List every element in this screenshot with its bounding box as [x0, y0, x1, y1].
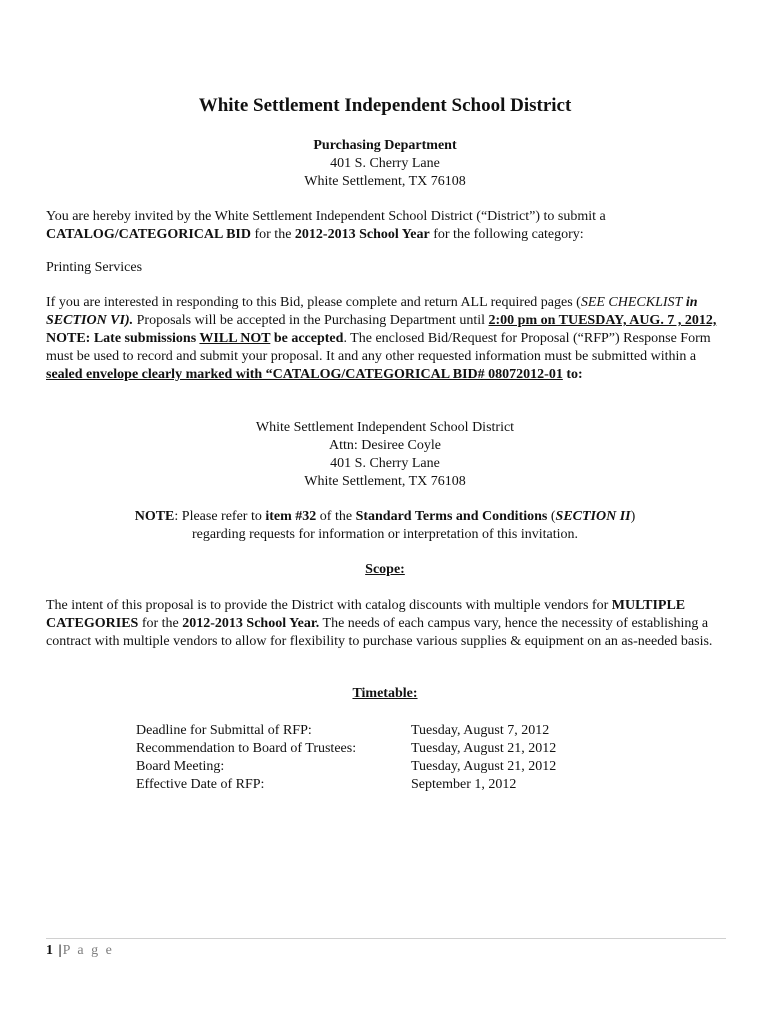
recipient-line-4: White Settlement, TX 76108	[304, 474, 466, 489]
intro-text-5: for the following category:	[429, 227, 584, 242]
department-address-block	[0, 137, 770, 191]
department-name: Purchasing Department	[313, 138, 457, 153]
page-separator: |	[58, 943, 63, 958]
document-title: White Settlement Independent School District	[198, 95, 572, 116]
intro-text-1: You are hereby invited by the White Settlement Independent School District (“District”) to submit a	[46, 209, 606, 224]
page-footer	[46, 943, 114, 959]
recipient-line-2: Attn: Desiree Coyle	[329, 438, 441, 453]
instr-deadline: 2:00 pm on TUESDAY, AUG. 7 , 2012,	[488, 313, 717, 328]
scope-text-5: The needs of each campus vary, hence the necessity of establishing a contract with multiple vendors to allow for flexibility to purchase various supplies & equipment on an as-needed basis.	[46, 616, 713, 649]
instructions-paragraph	[46, 294, 726, 384]
instr-sealed-envelope: sealed envelope clearly marked with “CATALOG/CATEGORICAL BID# 08072012-01	[46, 367, 563, 382]
note-line-2: regarding requests for information or interpretation of this invitation.	[191, 527, 579, 542]
instr-text-1: If you are interested in responding to this Bid, please complete and return ALL required pages (	[46, 295, 581, 310]
scope-text-1: The intent of this proposal is to provide the District with catalog discounts with multiple vendors for	[46, 598, 612, 613]
intro-bid-type: CATALOG/CATEGORICAL BID	[46, 227, 251, 242]
note-text-8: )	[630, 509, 636, 524]
intro-paragraph	[46, 208, 726, 244]
instr-late-note: NOTE: Late submissions	[46, 331, 200, 346]
scope-text-3: for the	[138, 616, 183, 631]
timetable-label: Board Meeting:	[136, 759, 225, 774]
intro-text-3: for the	[250, 227, 295, 242]
page-number: 1	[46, 943, 54, 958]
scope-school-year: 2012-2013 School Year.	[182, 616, 320, 631]
note-text-6: (	[547, 509, 556, 524]
instr-to: to:	[562, 367, 583, 382]
address-line-1: 401 S. Cherry Lane	[330, 156, 440, 171]
note-item-number: item #32	[265, 509, 317, 524]
instr-section-vi: in SECTION VI).	[46, 295, 698, 328]
timetable-value: Tuesday, August 21, 2012	[411, 741, 557, 756]
timetable-label: Effective Date of RFP:	[136, 777, 265, 792]
instr-text-4: Proposals will be accepted in the Purchasing Department until	[133, 313, 489, 328]
instr-will-not: WILL NOT	[199, 331, 271, 346]
note-text-2: : Please refer to	[174, 509, 266, 524]
instr-be-accepted: be accepted	[270, 331, 344, 346]
timetable-value: Tuesday, August 21, 2012	[411, 759, 557, 774]
instr-text-9: . The enclosed Bid/Request for Proposal (“RFP”) Response Form must be used to record and submit your proposal. It and any other requested information must be submitted within a	[46, 331, 711, 364]
scope-categories: MULTIPLE CATEGORIES	[46, 598, 686, 631]
note-line-1	[0, 508, 770, 526]
intro-school-year: 2012-2013 School Year	[294, 227, 430, 242]
note-terms: Standard Terms and Conditions	[355, 509, 548, 524]
page-word: P a g e	[62, 943, 114, 958]
category-line: Printing Services	[46, 260, 143, 275]
scope-heading: Scope:	[365, 562, 405, 577]
timetable-value: September 1, 2012	[411, 777, 517, 792]
instr-see-checklist: SEE CHECKLIST	[580, 295, 683, 310]
address-line-2: White Settlement, TX 76108	[304, 174, 466, 189]
scope-paragraph	[46, 597, 726, 651]
recipient-line-3: 401 S. Cherry Lane	[330, 456, 440, 471]
note-text-4: of the	[316, 509, 356, 524]
timetable-label: Recommendation to Board of Trustees:	[136, 741, 357, 756]
timetable-value: Tuesday, August 7, 2012	[411, 723, 550, 738]
footer-divider	[46, 938, 726, 939]
note-label: NOTE	[134, 509, 175, 524]
recipient-address-block	[0, 419, 770, 491]
timetable-heading: Timetable:	[352, 686, 418, 701]
recipient-line-1: White Settlement Independent School District	[255, 420, 515, 435]
note-block	[0, 508, 770, 544]
timetable-label: Deadline for Submittal of RFP:	[136, 723, 312, 738]
note-section-ii: SECTION II	[555, 509, 631, 524]
